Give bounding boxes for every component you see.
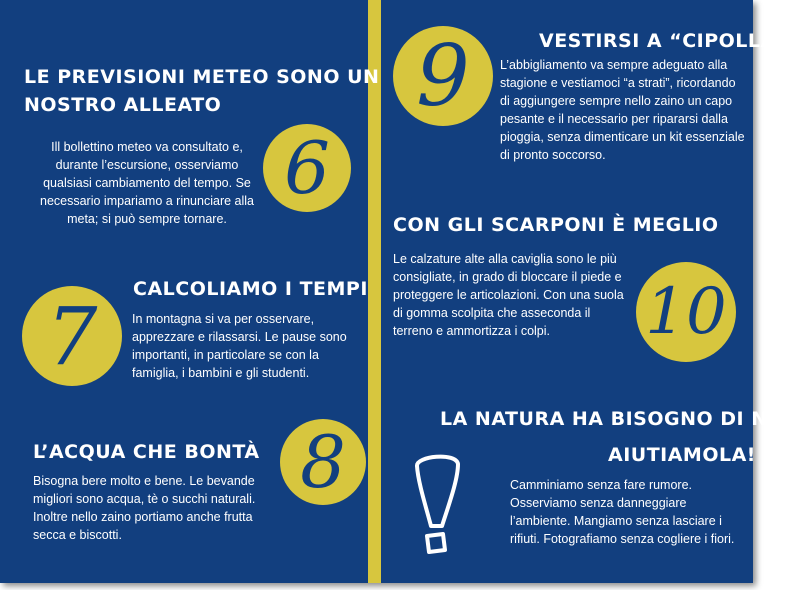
tip-7-title: CALCOLIAMO I TEMPI xyxy=(133,278,368,300)
nature-title-line2: AIUTIAMOLA! xyxy=(608,444,756,466)
tip-10-title: CON GLI SCARPONI È MEGLIO xyxy=(393,214,719,236)
tip-10-number-badge xyxy=(636,262,736,362)
tip-6-number: 6 xyxy=(284,126,330,210)
nature-text: Camminiamo senza fare rumore. Osserviamo senza danneggiare l’ambiente. Mangiamo senza lasciare i rifiuti. Fotografiamo senza cogliere i fiori. xyxy=(510,478,735,546)
tip-9-text: L’abbigliamento va sempre adeguato alla stagione e vestiamoci “a strati”, ricordando di aggiungere sempre nello zaino un capo pesante e il necessario per ripararsi dalla pioggia, senza dimenticare un kit essenziale di pronto soccorso. xyxy=(500,58,745,162)
tip-9-title: VESTIRSI A “CIPOLLA” xyxy=(539,30,787,52)
tip-10-text: Le calzature alte alla caviglia sono le più consigliate, in grado di bloccare il piede e proteggere le articolazioni. Con una suola di gomma scolpita che asseconda il terreno e ammortizza i colpi. xyxy=(393,252,624,338)
tip-8-text: Bisogna bere molto e bene. Le bevande migliori sono acqua, tè o succhi naturali. Inoltre nello zaino portiamo anche frutta secca e biscotti. xyxy=(33,474,256,542)
tip-6-title-line2: NOSTRO ALLEATO xyxy=(24,94,222,116)
tip-9-number-badge xyxy=(393,26,493,126)
tip-10-number: 10 xyxy=(645,275,727,349)
tip-6-number-badge xyxy=(263,124,351,212)
tip-8-title: L’ACQUA CHE BONTÀ xyxy=(33,441,260,463)
tip-9-number: 9 xyxy=(416,27,470,125)
tip-7-text: In montagna si va per osservare, apprezzare e rilassarsi. Le pause sono importanti, in particolare se con la famiglia, i bambini e gli studenti. xyxy=(132,312,347,380)
tip-7-number-badge xyxy=(22,286,122,386)
nature-title-line1: LA NATURA HA BISOGNO DI NOI. xyxy=(440,408,800,430)
tip-8-number: 8 xyxy=(300,420,346,504)
exclamation-icon xyxy=(408,452,468,560)
tip-6-text: Ill bollettino meteo va consultato e, durante l’escursione, osserviamo qualsiasi cambiamento del tempo. Se necessario impariamo a rinunciare alla meta; si può sempre tornare. xyxy=(40,140,254,226)
tip-8-number-badge xyxy=(280,419,366,505)
tip-6-title-line1: LE PREVISIONI METEO SONO UN xyxy=(24,66,380,88)
tip-7-number: 7 xyxy=(46,289,98,383)
